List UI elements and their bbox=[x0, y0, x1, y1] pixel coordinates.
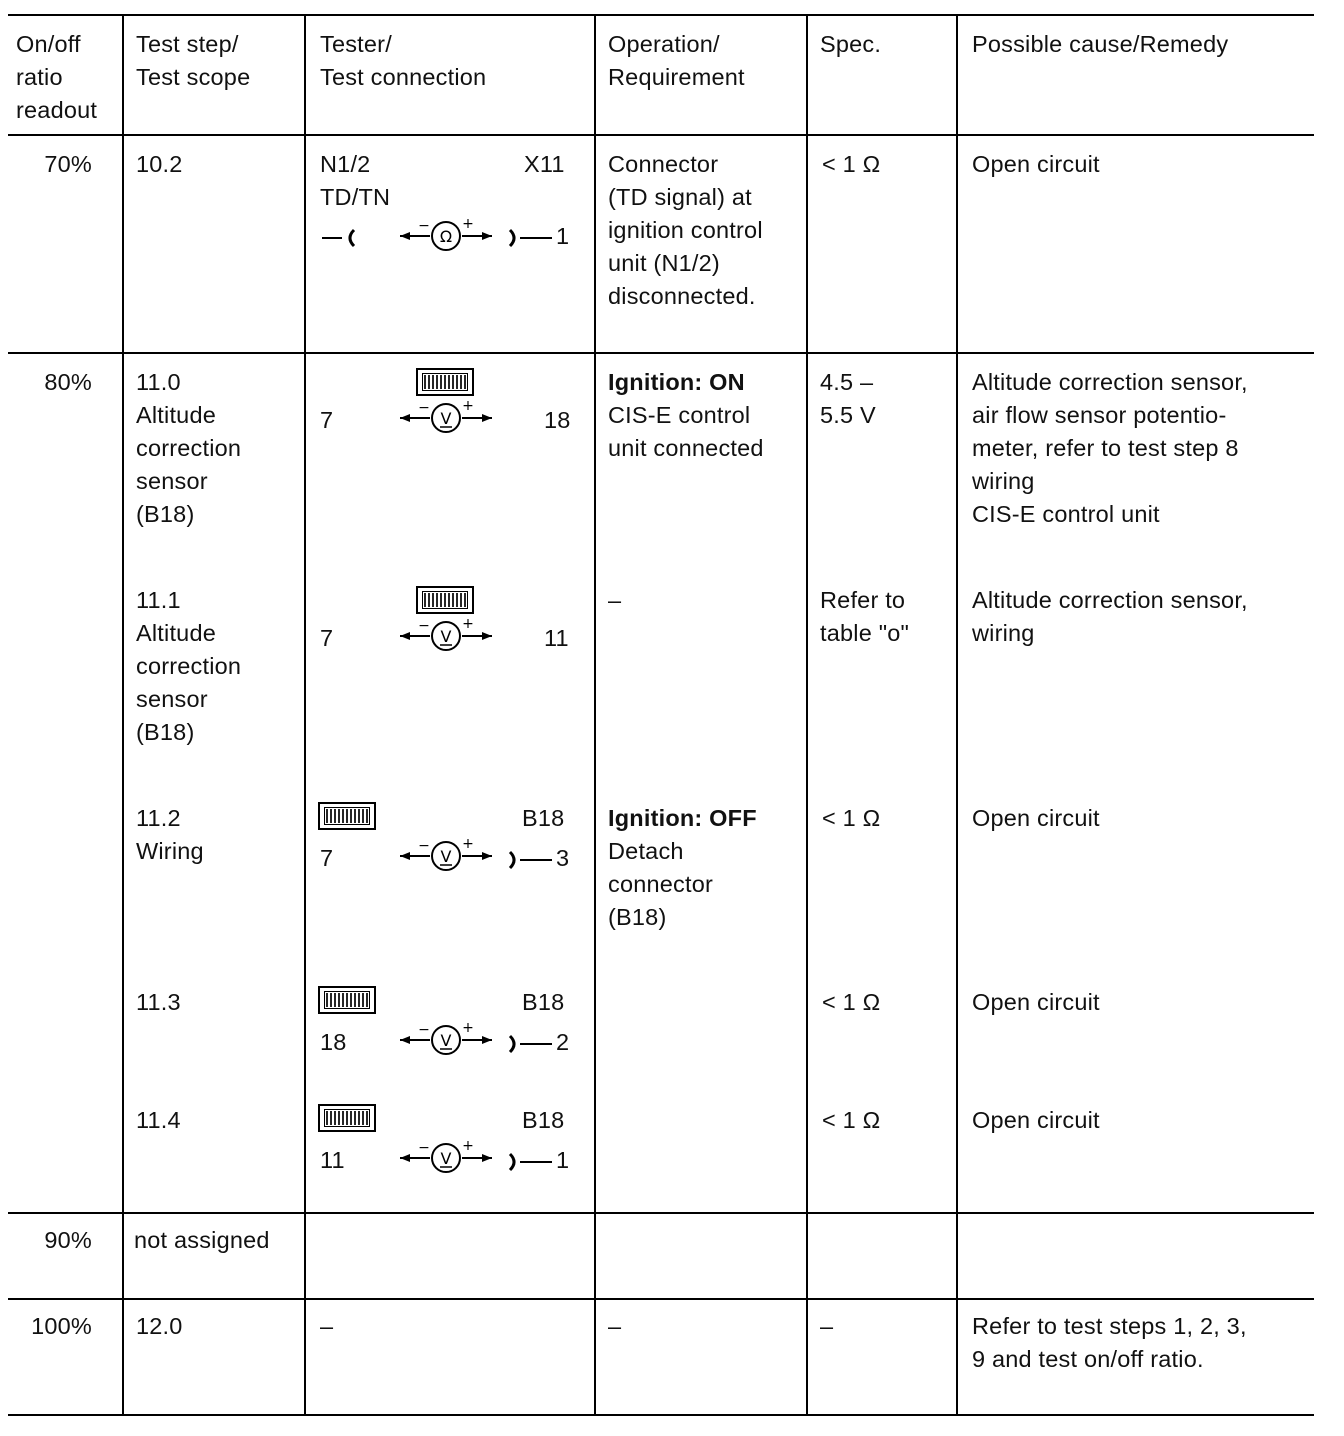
spec-10-2: < 1 Ω bbox=[822, 151, 881, 177]
operation-10-2: Connector (TD signal) at ignition control unit (N1/2) disconnected. bbox=[608, 151, 763, 309]
step-11-2: 11.2 Wiring bbox=[136, 805, 204, 864]
test-box-icon bbox=[318, 1104, 376, 1132]
header-test-step: Test step/ Test scope bbox=[136, 31, 251, 90]
tester-11-1-left: 7 bbox=[320, 625, 334, 651]
svg-text:−: − bbox=[418, 218, 430, 234]
operation-12-0: – bbox=[608, 1313, 622, 1339]
cause-10-2: Open circuit bbox=[972, 151, 1100, 177]
step-10-2: 10.2 bbox=[136, 151, 183, 177]
ratio-70: 70% bbox=[44, 151, 92, 177]
spec-11-2: < 1 Ω bbox=[822, 805, 881, 831]
tester-11-4-right: 1 bbox=[556, 1147, 570, 1173]
col-divider-5 bbox=[956, 14, 958, 1416]
tester-11-0-right: 18 bbox=[544, 407, 571, 433]
step-not-assigned: not assigned bbox=[134, 1227, 270, 1253]
connector-icon bbox=[506, 1028, 558, 1058]
svg-text:−: − bbox=[418, 1140, 430, 1156]
connector-icon bbox=[506, 844, 558, 874]
tester-11-1-right: 11 bbox=[544, 625, 569, 651]
svg-text:V: V bbox=[440, 847, 452, 866]
tester-11-3-label: B18 bbox=[522, 989, 565, 1015]
tester-11-3-left: 18 bbox=[320, 1029, 347, 1055]
tester-12-0: – bbox=[320, 1313, 334, 1339]
tester-11-2-label: B18 bbox=[522, 805, 565, 831]
tester-10-2-left: N1/2 TD/TN bbox=[320, 151, 391, 210]
tester-11-4-label: B18 bbox=[522, 1107, 565, 1133]
svg-text:+: + bbox=[462, 1140, 474, 1154]
header-tester: Tester/ Test connection bbox=[320, 31, 487, 90]
col-divider-1 bbox=[122, 14, 124, 1416]
voltmeter-probe-icon bbox=[396, 1022, 496, 1058]
test-box-icon bbox=[416, 586, 474, 614]
svg-text:+: + bbox=[462, 1022, 474, 1036]
tester-11-0-left: 7 bbox=[320, 407, 334, 433]
operation-11-1: – bbox=[608, 587, 622, 613]
ohmmeter-probe-icon bbox=[396, 218, 496, 254]
connector-icon bbox=[506, 1146, 558, 1176]
operation-11-0-bold: Ignition: ON bbox=[608, 369, 745, 395]
connector-icon bbox=[320, 222, 372, 252]
cause-11-0: Altitude correction sensor, air flow sensor potentio- meter, refer to test step 8 wiring CIS-E control unit bbox=[972, 369, 1248, 527]
col-divider-3 bbox=[594, 14, 596, 1416]
header-spec: Spec. bbox=[820, 31, 882, 57]
svg-text:−: − bbox=[418, 1022, 430, 1038]
step-11-1: 11.1 Altitude correction sensor (B18) bbox=[136, 587, 242, 745]
rule-70 bbox=[8, 352, 1314, 354]
step-11-0: 11.0 Altitude correction sensor (B18) bbox=[136, 369, 242, 527]
ratio-90: 90% bbox=[44, 1227, 92, 1253]
operation-11-2: Detach connector (B18) bbox=[608, 838, 714, 930]
tester-10-2-right: X11 bbox=[524, 151, 565, 177]
operation-11-0: CIS-E control unit connected bbox=[608, 402, 764, 461]
spec-11-4: < 1 Ω bbox=[822, 1107, 881, 1133]
step-12-0: 12.0 bbox=[136, 1313, 183, 1339]
tester-11-2-left: 7 bbox=[320, 845, 334, 871]
svg-text:V: V bbox=[440, 1149, 452, 1168]
spec-11-1: Refer to table "o" bbox=[820, 587, 910, 646]
spec-11-3: < 1 Ω bbox=[822, 989, 881, 1015]
rule-90 bbox=[8, 1298, 1314, 1300]
voltmeter-probe-icon bbox=[396, 838, 496, 874]
header-cause: Possible cause/Remedy bbox=[972, 31, 1229, 57]
cause-11-1: Altitude correction sensor, wiring bbox=[972, 587, 1248, 646]
tester-11-3-right: 2 bbox=[556, 1029, 570, 1055]
test-box-icon bbox=[318, 802, 376, 830]
ratio-80: 80% bbox=[44, 369, 92, 395]
cause-11-3: Open circuit bbox=[972, 989, 1100, 1015]
svg-text:V: V bbox=[440, 1031, 452, 1050]
connector-icon bbox=[506, 222, 558, 252]
tester-11-4-left: 11 bbox=[320, 1147, 345, 1173]
svg-text:Ω: Ω bbox=[439, 227, 453, 246]
spec-11-0: 4.5 – 5.5 V bbox=[820, 369, 876, 428]
test-box-icon bbox=[318, 986, 376, 1014]
rule-80 bbox=[8, 1212, 1314, 1214]
spec-12-0: – bbox=[820, 1313, 834, 1339]
cause-11-4: Open circuit bbox=[972, 1107, 1100, 1133]
voltmeter-probe-icon bbox=[396, 400, 496, 436]
step-11-4: 11.4 bbox=[136, 1107, 181, 1133]
tester-11-2-right: 3 bbox=[556, 845, 570, 871]
test-box-icon bbox=[416, 368, 474, 396]
voltmeter-probe-icon bbox=[396, 1140, 496, 1176]
voltmeter-probe-icon bbox=[396, 618, 496, 654]
rule-top bbox=[8, 14, 1314, 16]
step-11-3: 11.3 bbox=[136, 989, 181, 1015]
rule-header bbox=[8, 134, 1314, 136]
ratio-100: 100% bbox=[31, 1313, 92, 1339]
col-divider-2 bbox=[304, 14, 306, 1416]
svg-text:+: + bbox=[462, 218, 474, 232]
svg-text:−: − bbox=[418, 838, 430, 854]
tester-10-2-pin: 1 bbox=[556, 223, 570, 249]
svg-text:−: − bbox=[418, 618, 430, 634]
header-ratio: On/off ratio readout bbox=[16, 31, 98, 123]
operation-11-2-bold: Ignition: OFF bbox=[608, 805, 757, 831]
svg-text:+: + bbox=[462, 618, 474, 632]
cause-11-2: Open circuit bbox=[972, 805, 1100, 831]
cause-12-0: Refer to test steps 1, 2, 3, 9 and test on/off ratio. bbox=[972, 1313, 1247, 1372]
svg-text:−: − bbox=[418, 400, 430, 416]
svg-text:+: + bbox=[462, 838, 474, 852]
svg-text:V: V bbox=[440, 627, 452, 646]
rule-bottom bbox=[8, 1414, 1314, 1416]
header-operation: Operation/ Requirement bbox=[608, 31, 745, 90]
col-divider-4 bbox=[806, 14, 808, 1416]
svg-text:V: V bbox=[440, 409, 452, 428]
svg-text:+: + bbox=[462, 400, 474, 414]
